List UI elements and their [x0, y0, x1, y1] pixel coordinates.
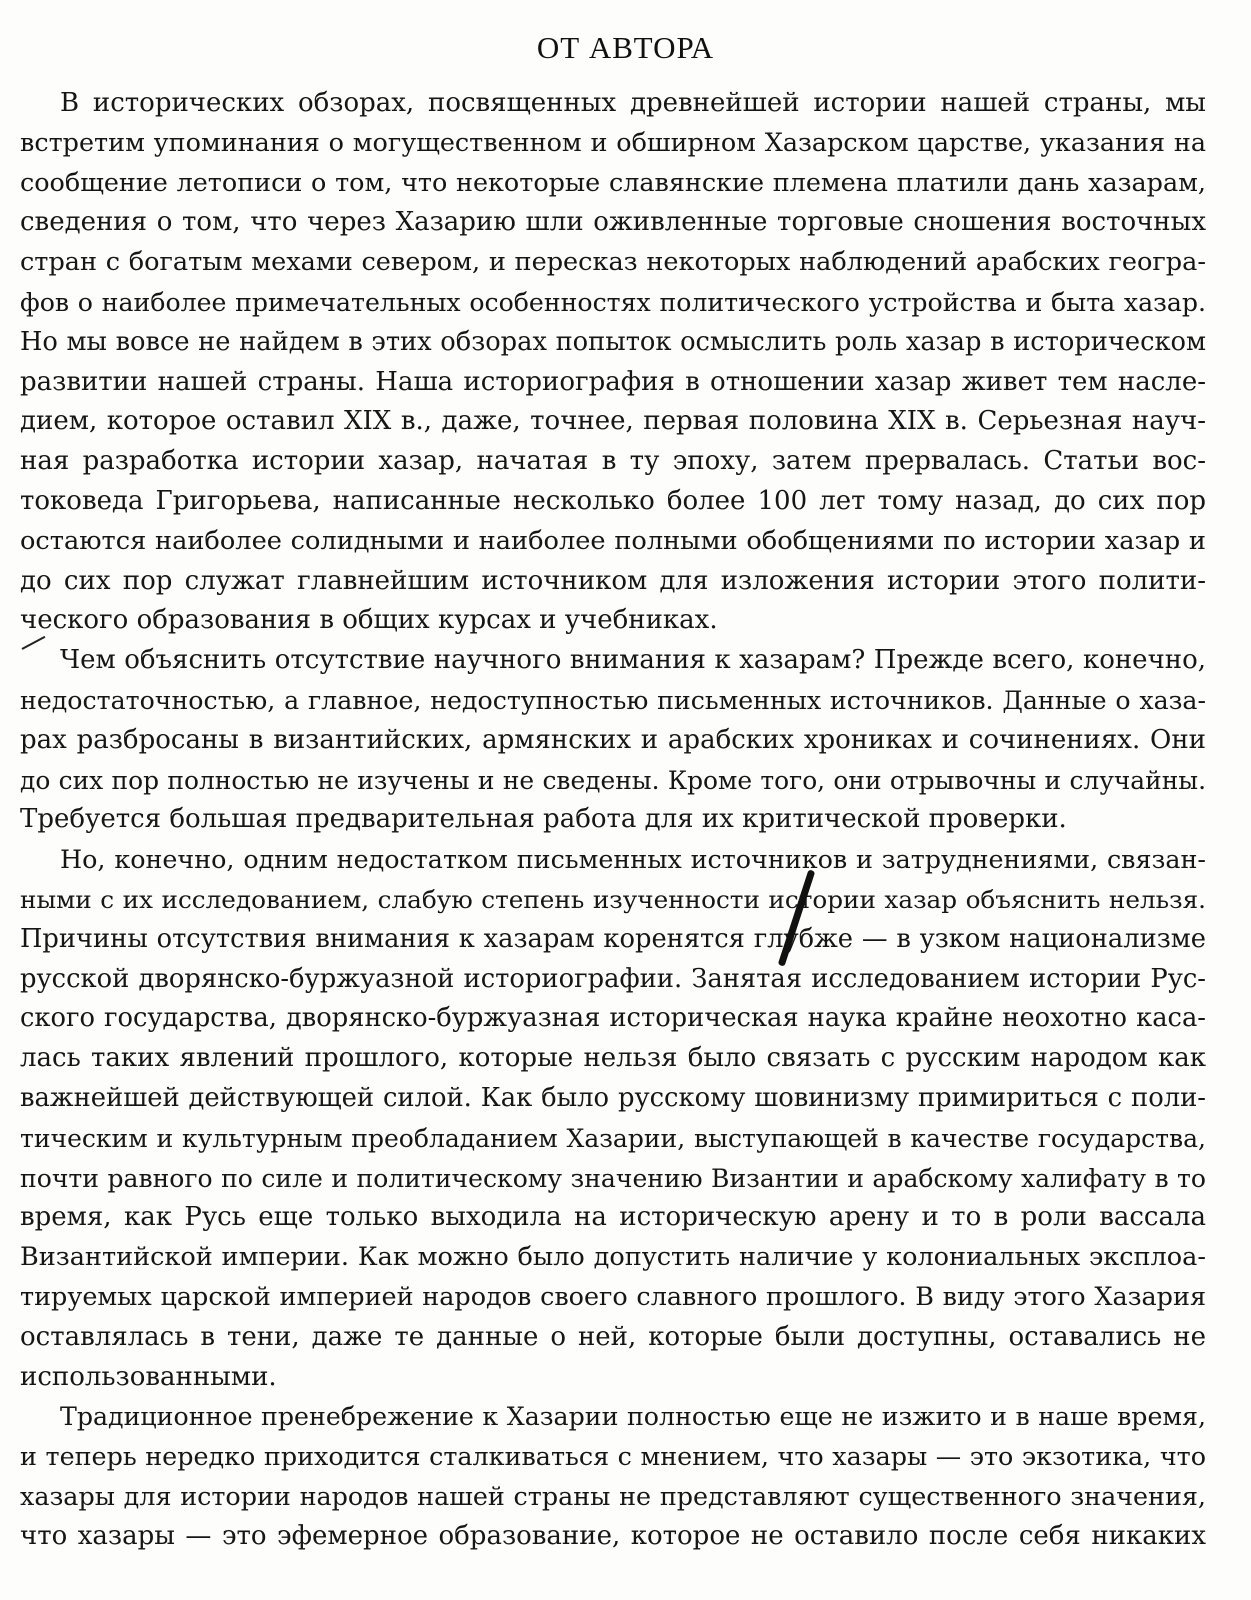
page-title: ОТ АВТОРА: [536, 30, 715, 65]
text-line: развитии нашей страны. Наша историография в отношении хазар живет тем насле-: [20, 366, 1206, 397]
text-line: Но, конечно, одним недостатком письменных источников и затруднениями, связан-: [60, 844, 1206, 875]
text-line: Чем объяснить отсутствие научного внимания к хазарам? Прежде всего, конечно,: [60, 645, 1206, 676]
text-line: сведения о том, что через Хазарию шли оживленные торговые сношения восточных: [20, 207, 1206, 238]
text-line: Причины отсутствия внимания к хазарам коренятся глубже — в узком национализме: [20, 923, 1206, 954]
text-line: ными с их исследованием, слабую степень изученности истории хазар объяснить нельзя.: [20, 884, 1206, 914]
text-line: тируемых царской империей народов своего славного прошлого. В виду этого Хазария: [20, 1281, 1206, 1312]
text-line: важнейшей действующей силой. Как было русскому шовинизму примириться с поли-: [20, 1082, 1206, 1113]
text-line: дием, которое оставил XIX в., даже, точнее, первая половина XIX в. Серьезная науч-: [20, 406, 1206, 437]
text-line: В исторических обзорах, посвященных древнейшей истории нашей страны, мы: [60, 88, 1206, 118]
text-line: использованными.: [20, 1361, 277, 1392]
text-line: сообщение летописи о том, что некоторые славянские племена платили дань хазарам,: [20, 167, 1206, 198]
text-line: ная разработка истории хазар, начатая в ту эпоху, затем прервалась. Статьи вос-: [20, 446, 1206, 477]
text-line: остаются наиболее солидными и наиболее полными обобщениями по истории хазар и: [20, 525, 1206, 556]
text-line: фов о наиболее примечательных особенностях политического устройства и быта хазар.: [20, 287, 1206, 317]
text-line: ского государства, дворянско-буржуазная историческая наука крайне неохотно каса-: [20, 1003, 1206, 1034]
text-line: встретим упоминания о могущественном и обширном Хазарском царстве, указания на: [20, 127, 1206, 158]
text-line: тическим и культурным преобладанием Хазарии, выступающей в качестве государства,: [20, 1123, 1206, 1153]
text-line: оставлялась в тени, даже те данные о ней, которые были доступны, оставались не: [20, 1321, 1206, 1352]
text-line: до сих пор служат главнейшим источником для изложения истории этого полити-: [20, 565, 1206, 596]
text-line: хазары для истории народов нашей страны не представляют существенного значения,: [20, 1480, 1206, 1511]
text-line: ческого образования в общих курсах и учебниках.: [20, 605, 718, 636]
text-line: Но мы вовсе не найдем в этих обзорах попыток осмыслить роль хазар в историческом: [20, 326, 1206, 357]
text-line: и теперь нередко приходится сталкиваться с мнением, что хазары — это экзотика, что: [20, 1441, 1206, 1472]
text-line: Требуется большая предварительная работа для их критической проверки.: [20, 804, 1067, 835]
text-line: до сих пор полностью не изучены и не сведены. Кроме того, они отрывочны и случайны.: [20, 765, 1206, 795]
text-line: лась таких явлений прошлого, которые нельзя было связать с русским народом как: [20, 1043, 1206, 1074]
text-line: время, как Русь еще только выходила на историческую арену и то в роли вассала: [20, 1202, 1206, 1233]
text-line: стран с богатым мехами севером, и пересказ некоторых наблюдений арабских геогра-: [20, 247, 1206, 278]
body-text: [20, 84, 1206, 1556]
text-line: Традиционное пренебрежение к Хазарии полностью еще не изжито и в наше время,: [60, 1402, 1206, 1432]
text-line: русской дворянско-буржуазной историографии. Занятая исследованием истории Рус-: [20, 963, 1206, 994]
text-line: почти равного по силе и политическому значению Византии и арабскому халифату в то: [20, 1163, 1206, 1193]
text-line: токоведа Григорьева, написанные несколько более 100 лет тому назад, до сих пор: [20, 485, 1206, 516]
text-line: недостаточностью, а главное, недоступностью письменных источников. Данные о хаза-: [20, 685, 1206, 715]
text-line: Византийской империи. Как можно было допустить наличие у колониальных эксплоа-: [20, 1242, 1206, 1273]
text-line: что хазары — это эфемерное образование, которое не оставило после себя никаких: [20, 1520, 1206, 1551]
text-line: рах разбросаны в византийских, армянских и арабских хрониках и сочинениях. Они: [20, 724, 1206, 755]
